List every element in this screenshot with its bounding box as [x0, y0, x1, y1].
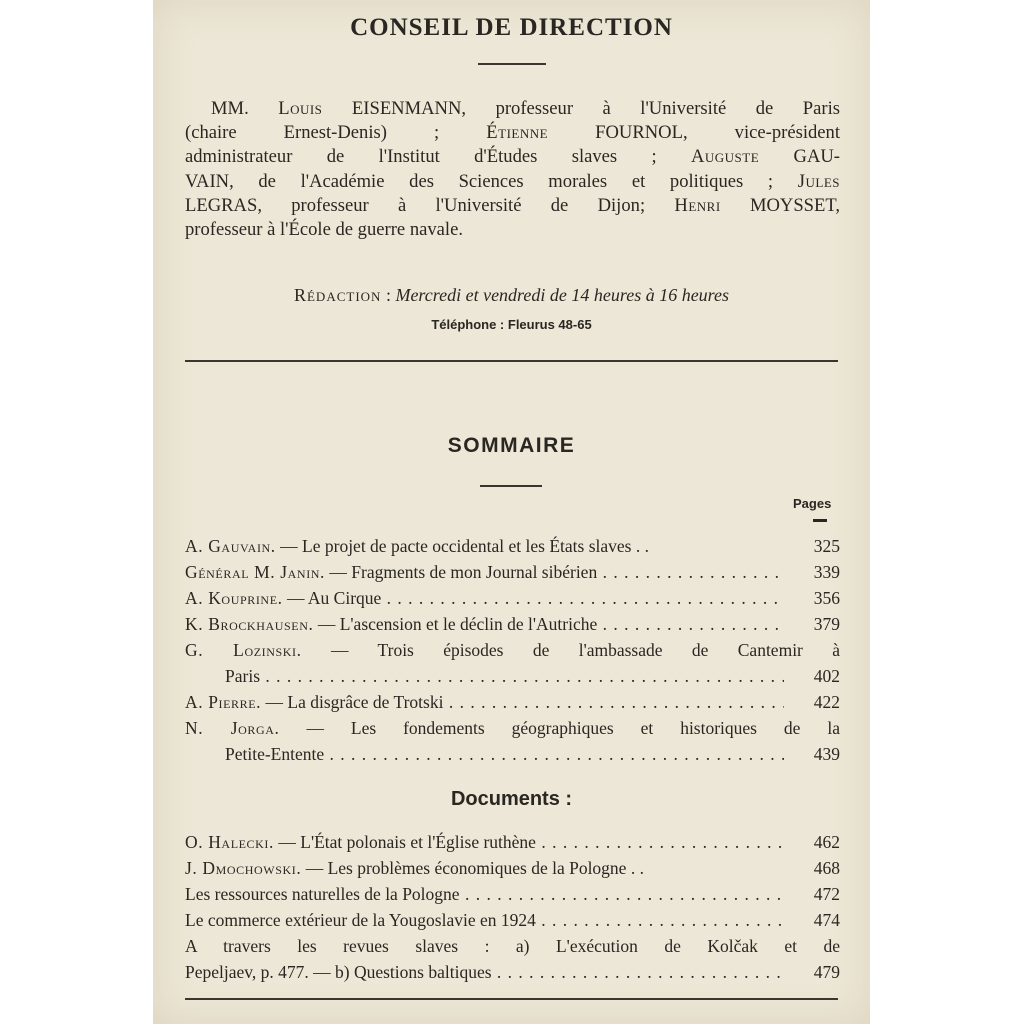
council-text: MOYSSET, — [720, 194, 841, 216]
toc-entry — [185, 907, 840, 933]
toc-entry-text — [185, 715, 840, 741]
toc-title: A travers les revues slaves : a) L'exécution de Kolčak et de — [185, 936, 840, 956]
toc-entry — [185, 829, 840, 855]
council-text: EISENMANN, professeur à l'Université de Paris — [322, 98, 840, 119]
toc-page-number: 422 — [813, 692, 840, 712]
council-line — [185, 145, 840, 169]
toc-entry — [185, 959, 840, 985]
toc-page-number: 339 — [813, 562, 840, 582]
toc-entry-text — [185, 959, 784, 985]
toc-title: Les ressources naturelles de la Pologne . . . — [185, 884, 784, 904]
toc-entry — [185, 933, 840, 959]
toc-entry — [185, 533, 840, 559]
toc-title: — Fragments de mon Journal sibérien . . . — [325, 562, 784, 582]
council-line — [185, 170, 840, 194]
toc-title: — Trois épisodes de l'ambassade de Cantemir à — [301, 640, 840, 660]
council-line — [185, 194, 840, 218]
toc-entry — [185, 559, 840, 585]
council-text: administrateur de l'Institut d'Études slaves ; — [185, 146, 691, 168]
toc-entry-text — [185, 881, 784, 907]
toc-title: — Les problèmes économiques de la Pologne . . — [301, 858, 644, 878]
toc-page-number: 479 — [813, 962, 840, 982]
redaction-label: Rédaction — [293, 285, 382, 305]
toc-page-number: 474 — [813, 910, 840, 930]
toc-title: — Le projet de pacte occidental et les États slaves . . — [275, 536, 649, 556]
toc-entry-text — [185, 855, 784, 881]
sommaire-heading: SOMMAIRE — [447, 434, 576, 457]
council-text: LEGRAS, professeur à l'Université de Dijon; — [185, 194, 675, 216]
toc-author: G. Lozinski. — [185, 640, 302, 660]
page-title: CONSEIL DE DIRECTION — [350, 14, 673, 41]
toc-author: N. Jorga. — [185, 718, 280, 738]
toc-entry — [185, 689, 840, 715]
toc-entry — [185, 715, 840, 741]
toc-title: — La disgrâce de Trotski . . . — [261, 692, 784, 712]
toc-page-number: 325 — [813, 536, 840, 556]
council-text: MM. — [211, 98, 279, 119]
toc-entry-text — [185, 933, 840, 959]
toc-entry — [185, 855, 840, 881]
redaction-separator: : — [381, 285, 396, 305]
toc-entry-text — [185, 559, 784, 585]
documents-list — [185, 829, 840, 985]
toc-author: A. Pierre. — [185, 692, 262, 712]
sommaire-divider — [480, 485, 542, 487]
toc-entry-text — [185, 533, 784, 559]
toc-author: A. Gauvain. — [185, 536, 276, 556]
documents-heading: Documents : — [450, 788, 573, 810]
toc-title: Le commerce extérieur de la Yougoslavie en 1924 . . . — [185, 910, 784, 930]
toc-page-number: 402 — [813, 666, 840, 686]
sommaire-list — [185, 533, 840, 767]
toc-author: A. Kouprine. — [185, 588, 283, 608]
toc-entry-text — [185, 611, 784, 637]
toc-entry — [185, 881, 840, 907]
telephone-line: Téléphone : Fleurus 48-65 — [431, 317, 592, 332]
member-first-name: Jules — [797, 170, 840, 192]
council-line — [185, 218, 840, 242]
toc-entry-text — [185, 689, 784, 715]
toc-author: K. Brockhausen. — [185, 614, 314, 634]
toc-title: Pepeljaev, p. 477. — b) Questions baltiques . . . — [185, 962, 784, 982]
member-first-name: Louis — [278, 98, 323, 119]
toc-entry-text — [185, 637, 840, 663]
member-first-name: Auguste — [690, 146, 760, 168]
title-divider — [478, 63, 546, 65]
toc-entry — [185, 585, 840, 611]
pages-header-dash — [813, 519, 827, 522]
redaction-hours — [153, 285, 870, 306]
toc-entry-text — [185, 907, 784, 933]
toc-author: O. Halecki. — [185, 832, 274, 852]
council-text: (chaire Ernest-Denis) ; — [185, 122, 487, 144]
toc-page-number: 379 — [813, 614, 840, 634]
toc-title: — L'État polonais et l'Église ruthène . . . — [274, 832, 784, 852]
toc-title: Paris . . . — [225, 666, 784, 686]
toc-page-number: 439 — [813, 744, 840, 764]
toc-page-number: 462 — [813, 832, 840, 852]
bottom-divider — [185, 998, 838, 1000]
toc-author: J. Dmochowski. — [185, 858, 302, 878]
council-line — [185, 121, 840, 145]
toc-entry — [185, 741, 840, 767]
council-text: GAU- — [759, 146, 840, 168]
toc-author: Général M. Janin. — [185, 562, 326, 582]
toc-entry — [185, 663, 840, 689]
member-first-name: Étienne — [486, 122, 549, 144]
council-line — [185, 97, 840, 121]
toc-page-number: 472 — [813, 884, 840, 904]
council-text: professeur à l'École de guerre navale. — [185, 219, 463, 241]
toc-title: — Les fondements géographiques et historiques de la — [279, 718, 840, 738]
toc-entry-text — [185, 585, 784, 611]
toc-entry — [185, 611, 840, 637]
toc-page-number: 468 — [813, 858, 840, 878]
member-first-name: Henri — [674, 194, 721, 216]
document-page — [153, 0, 870, 1024]
council-text: VAIN, de l'Académie des Sciences morales et politiques ; — [185, 170, 798, 192]
section-divider — [185, 360, 838, 362]
redaction-schedule: Mercredi et vendredi de 14 heures à 16 heures — [395, 285, 730, 305]
toc-title: — Au Cirque . . . — [283, 588, 784, 608]
toc-entry-text — [225, 663, 784, 689]
council-text: FOURNOL, vice-président — [548, 122, 840, 144]
pages-column-header: Pages — [793, 496, 832, 511]
toc-title: — L'ascension et le déclin de l'Autriche . . . — [313, 614, 784, 634]
toc-page-number: 356 — [813, 588, 840, 608]
council-members-paragraph — [185, 97, 840, 242]
toc-entry-text — [225, 741, 784, 767]
toc-entry — [185, 637, 840, 663]
toc-entry-text — [185, 829, 784, 855]
toc-title: Petite-Entente . . . — [225, 744, 784, 764]
